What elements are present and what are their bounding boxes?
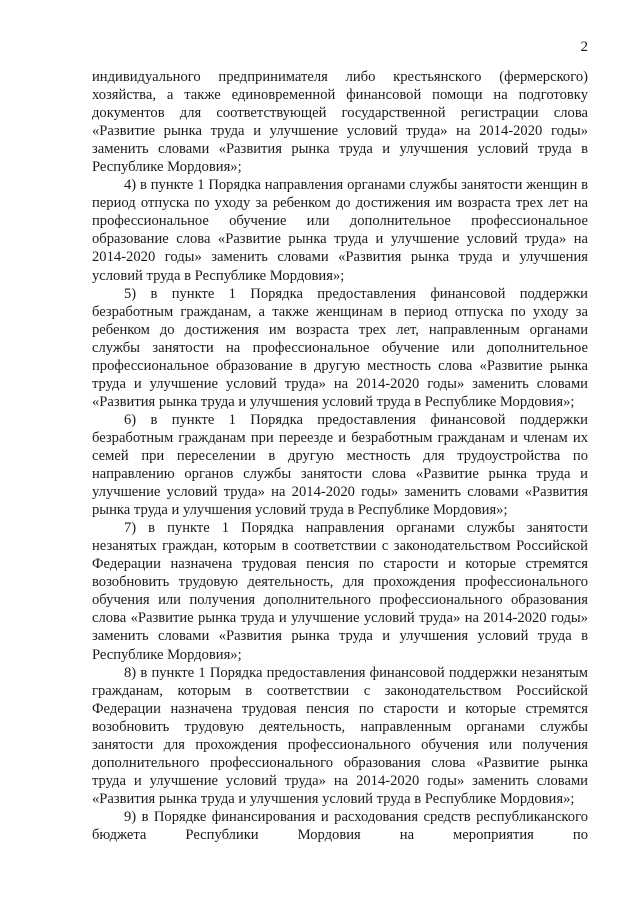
document-body (92, 68, 588, 844)
page-number: 2 (580, 39, 588, 55)
paragraph-item-5: 5) в пункте 1 Порядка предоставления финансовой поддержки безработным гражданам, а также женщинам в период отпуска по уходу за ребенком до достижения им возраста трех лет, направленным органами службы занятости на профессиональное обучение или дополнительное профессиональное образование в другую местность слова «Развитие рынка труда и улучшение условий труда» на 2014-2020 годы» заменить словами «Развития рынка труда и улучшения условий труда в Республике Мордовия»; (92, 285, 588, 410)
paragraph-item-8: 8) в пункте 1 Порядка предоставления финансовой поддержки незанятым гражданам, которым в соответствии с законодательством Российской Федерации назначена трудовая пенсия по старости и которые стремятся возобновить трудовую деятельность, направленным органами службы занятости для прохождения профессионального обучения или получения дополнительного профессионального образования слова «Развитие рынка труда и улучшение условий труда» на 2014-2020 годы» заменить словами «Развития рынка труда и улучшения условий труда в Республике Мордовия»; (92, 664, 588, 807)
paragraph-item-6: 6) в пункте 1 Порядка предоставления финансовой поддержки безработным гражданам при переезде и безработным гражданам и членам их семей при переселении в другую местность для трудоустройства по направлению органов службы занятости слова «Развитие рынка труда и улучшение условий труда» на 2014-2020 годы» заменить словами «Развития рынка труда и улучшения условий труда в Республике Мордовия»; (92, 411, 588, 519)
paragraph-item-9: 9) в Порядке финансирования и расходования средств республиканского бюджета Республики Мордовия на мероприятия по (92, 808, 588, 843)
paragraph-continuation: индивидуального предпринимателя либо крестьянского (фермерского) хозяйства, а также единовременной финансовой помощи на подготовку документов для соответствующей государственной регистрации слова «Развитие рынка труда и улучшение условий труда» на 2014-2020 годы» заменить словами «Развития рынка труда и улучшения условий труда в Республике Мордовия»; (92, 69, 588, 176)
paragraph-item-7: 7) в пункте 1 Порядка направления органами службы занятости незанятых граждан, которым в соответствии с законодательством Российской Федерации назначена трудовая пенсия по старости и которые стремятся возобновить трудовую деятельность, для прохождения профессионального обучения или получения дополнительного профессионального образования слова «Развитие рынка труда и улучшение условий труда» на 2014-2020 годы» заменить словами «Развития рынка труда и улучшения условий труда в Республике Мордовия»; (92, 520, 588, 663)
paragraph-item-4: 4) в пункте 1 Порядка направления органами службы занятости женщин в период отпуска по уходу за ребенком до достижения им возраста трех лет на профессиональное обучение или дополнительное профессиональное образование слова «Развитие рынка труда и улучшение условий труда» на 2014-2020 годы» заменить словами «Развития рынка труда и улучшения условий труда в Республике Мордовия»; (92, 177, 588, 284)
